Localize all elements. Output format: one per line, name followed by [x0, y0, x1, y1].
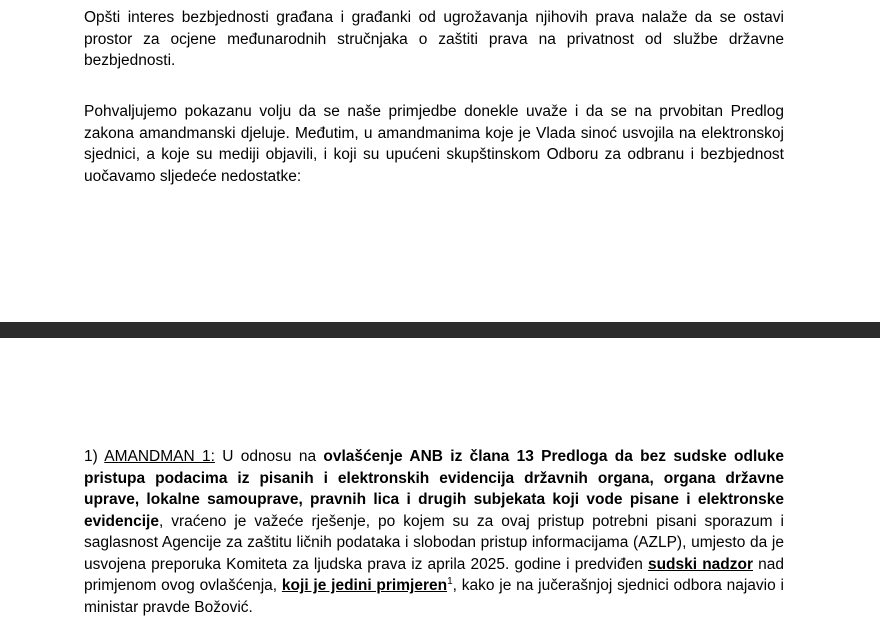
page-separator [0, 322, 880, 338]
amendment-bold-sudski-nadzor: sudski nadzor [647, 555, 753, 573]
paragraph-amendment-1 [84, 446, 784, 618]
paragraph-public-interest: Opšti interes bezbjednosti građana i građanki od ugrožavanja njihovih prava nalaže da se ostavi prostor za ocjene međunarodnih stručnjaka o zaštiti prava na privatnost od službe državne bezbjednosti. [84, 9, 784, 69]
footnote-reference[interactable]: 1 [447, 575, 453, 587]
document-page-bottom [0, 338, 880, 632]
amendment-text-2: , vraćeno je važeće rješenje, po kojem su za ovaj pristup potrebni pisani sporazum i saglasnost Agencije za zaštitu ličnih podataka i slobodan pristup informacijama (AZLP), umjesto da je usvojena preporuka Komiteta za ljudska prava iz aprila 2025. godine i predviđen [84, 512, 784, 573]
amendment-label: AMANDMAN 1: [104, 448, 215, 465]
amendment-text-3: nad primjenom ovog ovlašćenja, [84, 555, 784, 594]
paragraph-amendments-intro: Pohvaljujemo pokazanu volju da se naše primjedbe donekle uvaže i da se na prvobitan Predlog zakona amandmanski djeluje. Međutim, u amandmanima koje je Vlada sinoć usvojila na elektronskoj sjednici, a koje su mediji objavili, i koji su upućeni skupštinskom Odboru za odbranu i bezbjednost uočavamo sljedeće nedostatke: [84, 103, 784, 185]
amendment-bold-1: ovlašćenje ANB iz člana 13 Predloga da bez sudske odluke pristupa podacima iz pisanih i elektronskih evidencija državnih organa, organa državne uprave, lokalne samouprave, pravnih lica i drugih subjekata koji vode pisane i elektronske evidencije [84, 448, 784, 530]
amendment-text-4: , kako je na jučerašnjoj sjednici odbora najavio i ministar pravde Božović. [84, 577, 784, 616]
item-number: 1) [84, 448, 105, 465]
amendment-bold-jedini-primjeren: koji je jedini primjeren [281, 577, 448, 594]
amendment-text-1: U odnosu na [214, 448, 324, 465]
